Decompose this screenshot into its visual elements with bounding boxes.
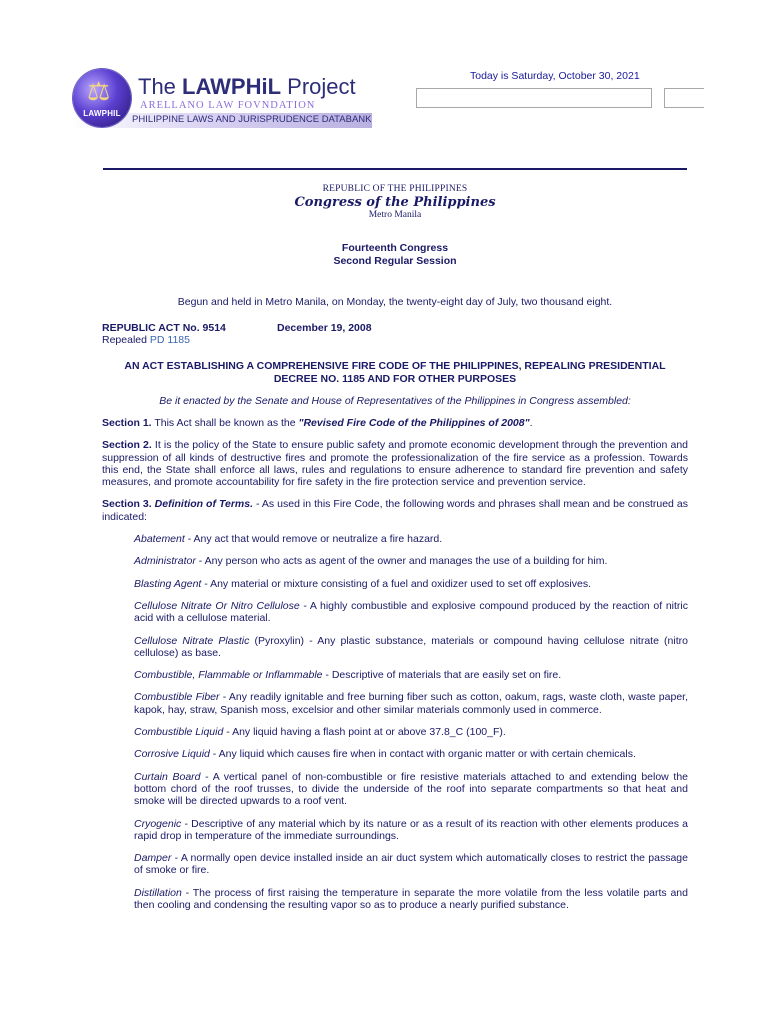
logo-brand: LAWPHiL [182,74,282,99]
section-3-term: Definition of Terms. [151,498,254,511]
scale-icon: ⚖ [87,77,111,107]
section-3-head: Section 3. [102,498,152,511]
ra-number: REPUBLIC ACT No. 9514 [102,322,226,334]
definition-text: - The process of first raising the temperature in separate the more volatile from the less volatile parts and then cooling and condensing the resulting vapor so as to produce a nearly purified substance. [134,886,688,912]
definition-term: Abatement [134,533,185,546]
logo-suffix: Project [281,74,356,99]
definition-text: - Any readily ignitable and free burning fiber such as cotton, oakum, rags, waste cloth, waste paper, kapok, hay, straw, Spanish moss, excelsior and other similar materials commonly used in commerce. [134,691,688,716]
definition-text: - A highly combustible and explosive compound produced by the reaction of nitric acid with a cellulose material. [134,599,688,625]
ra-line [102,322,688,334]
definition-item [134,691,688,716]
definition-term: Blasting Agent [134,577,202,590]
search-button[interactable] [664,88,704,108]
definition-item [134,771,688,808]
definition-text: - Descriptive of any material which by its nature or as a result of its reaction with other elements produces a rapid drop in temperature of the immediate surroundings. [134,817,688,842]
section-2-text: It is the policy of the State to ensure public safety and promote economic development through the prevention and suppression of all kinds of destructive fires and promote the professionalization of the fire service as a profession. Towards this end, the State shall enforce all laws, rules and regulations to ensure adherence to standard fire prevention and safety measures, and promote accountability for fire safety in the fire protection service and prevention service. [102,439,688,489]
definitions-list [134,533,688,911]
definition-item [134,669,688,681]
definition-term: Damper [134,852,172,865]
definition-term: Cellulose Nitrate Plastic [134,634,250,647]
header-divider [103,168,687,170]
section-1-end: . [529,417,533,429]
lawphil-logo[interactable] [70,66,372,130]
definition-item [134,726,688,738]
definition-term: Combustible Fiber [134,691,220,704]
section-1 [102,417,688,429]
definition-term: Cellulose Nitrate Or Nitro Cellulose [134,599,300,612]
session-heading [102,242,688,268]
ra-date: December 19, 2008 [277,322,372,334]
repealed-link[interactable]: PD 1185 [149,334,190,346]
definition-item [134,578,688,590]
section-3 [102,498,688,523]
repealed-label: Repealed [102,334,150,346]
definition-item [134,600,688,625]
session-line-2: Second Regular Session [333,255,457,267]
definition-item [134,852,688,877]
logo-title [138,74,356,100]
scales-of-justice-icon [73,69,131,127]
definition-text: - Descriptive of materials that are easily set on fire. [322,669,562,682]
definition-text: - Any liquid which causes fire when in contact with organic matter or with certain chemicals. [209,748,636,761]
definition-text: (Pyroxylin) - Any plastic substance, materials or compound having cellulose nitrate (nitro cellulose) as base. [134,634,688,659]
definition-item [134,533,688,545]
definition-item [134,887,688,912]
definition-term: Cryogenic [134,817,182,830]
search-input[interactable] [416,88,652,108]
definition-item [134,635,688,660]
definition-text: - Any liquid having a flash point at or above 37.8_C (100_F). [223,726,506,739]
logo-band-text: PHILIPPINE LAWS AND JURISPRUDENCE DATABANK [132,114,372,125]
enacting-clause: Be it enacted by the Senate and House of Representatives of the Philippines in Congress assembled: [159,395,631,407]
section-1-quote: "Revised Fire Code of the Philippines of 2008" [298,417,530,429]
definition-term: Corrosive Liquid [134,748,210,761]
logo-subtitle: ARELLANO LAW FOVNDATION [140,100,316,111]
repealed-line [102,334,688,346]
act-title: AN ACT ESTABLISHING A COMPREHENSIVE FIRE CODE OF THE PHILIPPINES, REPEALING PRESIDENTIAL DECREE NO. 1185 AND FOR OTHER PURPOSES [124,360,666,385]
definition-term: Curtain Board [134,770,201,783]
begun-statement: Begun and held in Metro Manila, on Monday, the twenty-eight day of July, two thousand eight. [177,296,613,308]
definition-item [134,818,688,843]
definition-item [134,748,688,760]
section-3-text: - As used in this Fire Code, the following words and phrases shall mean and be construed as indicated: [102,498,688,523]
today-date: Today is Saturday, October 30, 2021 [470,70,640,82]
definition-term: Administrator [134,555,196,568]
law-document [102,184,688,911]
definition-text: - Any act that would remove or neutralize a fire hazard. [184,533,443,546]
definition-term: Combustible, Flammable or Inflammable [134,669,323,682]
session-line-1: Fourteenth Congress [341,242,449,254]
logo-main: The [138,74,183,99]
definition-text: - Any person who acts as agent of the owner and manages the use of a building for him. [195,555,608,568]
section-2 [102,439,688,488]
section-1-head: Section 1. [102,417,152,429]
congress-heading: Congress of the Philippines [294,195,496,210]
site-header [0,0,768,170]
definition-term: Combustible Liquid [134,726,224,739]
section-2-head: Section 2. [102,439,152,452]
metro-heading: Metro Manila [368,210,422,220]
definition-term: Distillation [134,886,182,899]
logo-circle-text: LAWPHIL [83,109,121,118]
definition-text: - A normally open device installed inside an air duct system which automatically closes to restrict the passage of smoke or fire. [134,852,688,877]
republic-heading: REPUBLIC OF THE PHILIPPINES [322,184,468,194]
definition-item [134,555,688,567]
section-1-text: This Act shall be known as the [151,417,299,429]
definition-text: - Any material or mixture consisting of a fuel and oxidizer used to set off explosives. [201,577,591,590]
definition-text: - A vertical panel of non-combustible or fire resistive materials attached to and extending below the bottom chord of the roof trusses, to divide the underside of the roof into separate compartments so that heat and smoke will be directed upwards to a roof vent. [134,770,688,808]
